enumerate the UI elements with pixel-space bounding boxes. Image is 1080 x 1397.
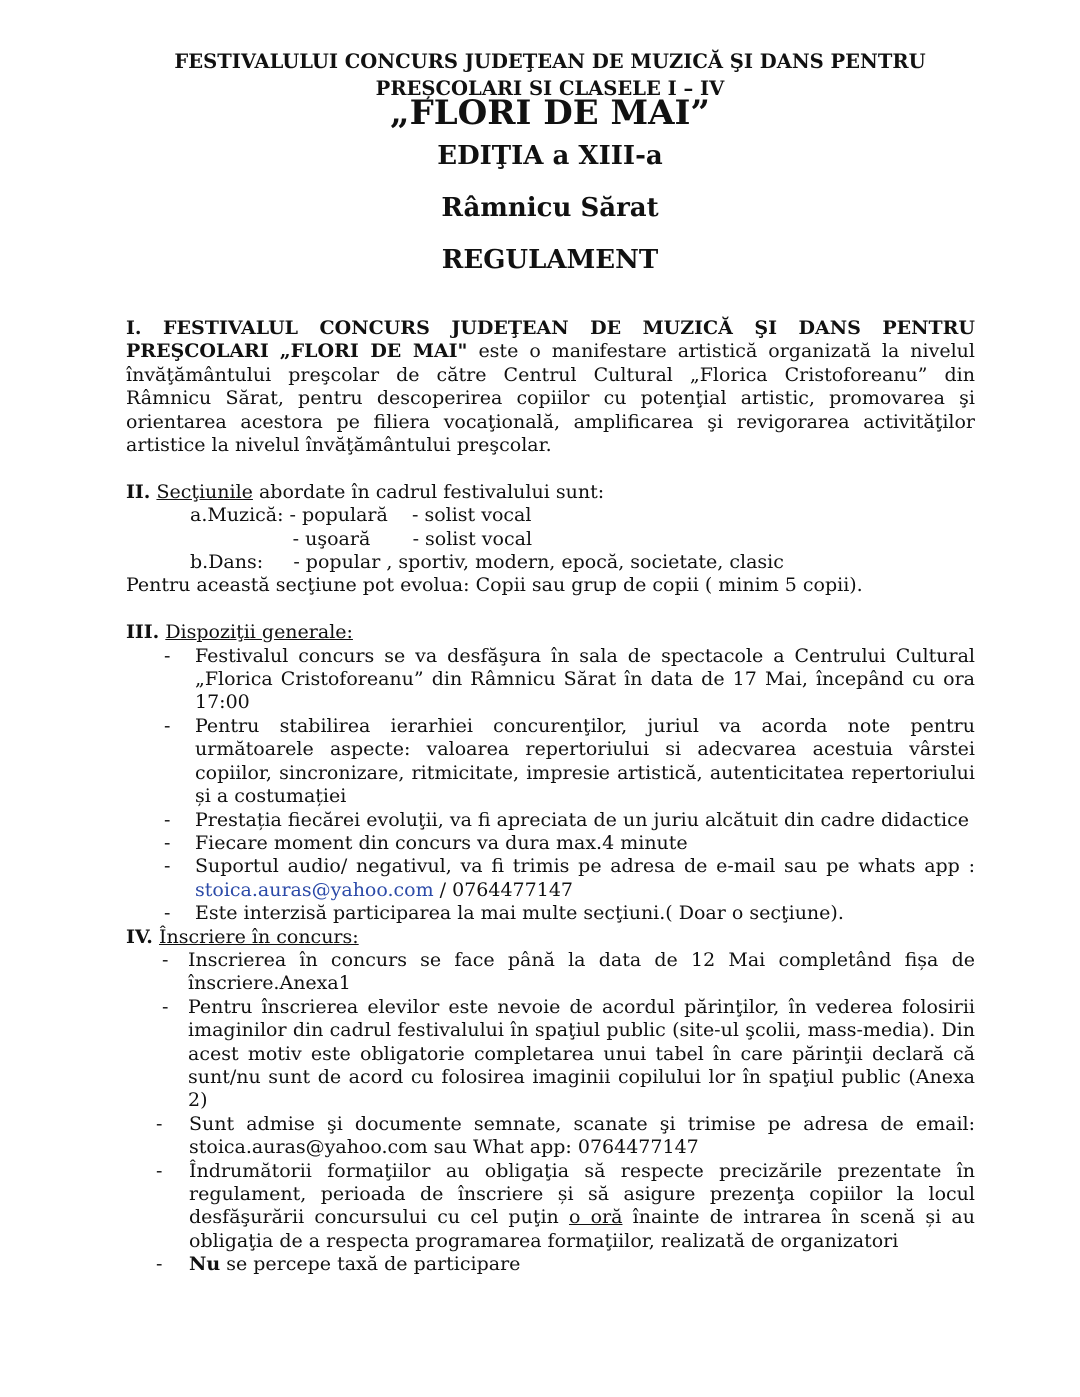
list-item: - Suportul audio/ negativul, va fi trimis pe adresa de e-mail sau pe whats app : stoica.auras@yahoo.com / 0764477147 xyxy=(164,855,975,901)
section-4-heading-underlined: Înscriere în concurs: xyxy=(158,925,359,948)
list-item: - Nu se percepe taxă de participare xyxy=(156,1253,521,1276)
dance-row: b.Dans: - popular , sportiv, modern, epocă, societate, clasic xyxy=(190,551,784,574)
list-item: - Fiecare moment din concurs va dura max.4 minute xyxy=(164,831,688,854)
no-fee-bold: Nu xyxy=(189,1253,221,1276)
list-item: - Îndrumătorii formaţiilor au obligaţia să respecte precizările prezentate în regulament, perioada de înscriere și să asigure prezenţa copiilor la locul desfăşurării concursului cu cel puţin o oră înainte de intrarea în scenă și au obligaţia de a respecta programarea formaţiilor, realizată de organizatori xyxy=(156,1159,975,1252)
contact-phone: / 0764477147 xyxy=(433,878,573,901)
list-item: - Pentru înscrierea elevilor este nevoie de acordul părinţilor, în vederea folosirii imaginilor din cadrul festivalului în spaţiul public (site-ul şcolii, mass-media). Din acest motiv este obligatorie completarea unui tabel în care părinţii declară că sunt/nu sunt de acord cu folosirea imaginii copilului lor în spaţiul public (Anexa 2) xyxy=(162,995,975,1112)
section-2-note: Pentru această secţiune pot evolua: Copii sau grup de copii ( minim 5 copii). xyxy=(126,574,863,597)
section-4-heading xyxy=(126,926,975,949)
contact-email-link[interactable]: stoica.auras@yahoo.com xyxy=(195,878,434,901)
section-2-number: II. xyxy=(126,480,151,503)
document-title: REGULAMENT xyxy=(441,245,659,275)
section-1-text: este o manifestare artistică organizată la nivelul învăţământului preşcolar de către Centrul Cultural „Florica Cristoforeanu” din Râmnicu Sărat, pentru descoperirea copiilor cu potenţial artistic, promovarea şi orientarea acestora pe filiera vocaţională, amplificarea şi revigorarea activităţilor artistice la nivelul învăţământului preşcolar. xyxy=(126,340,975,457)
list-item: - Festivalul concurs se va desfăşura în sala de spectacole a Centrului Cultural „Florica Cristoforeanu” din Râmnicu Sărat în data de 17 Mai, începând cu ora 17:00 xyxy=(164,644,975,714)
regulation-body xyxy=(126,317,975,1277)
section-2 xyxy=(126,481,975,598)
section-4-number: IV. xyxy=(126,925,153,948)
header-line-2: PREȘCOLARI SI CLASELE I – IV xyxy=(375,77,725,100)
section-3-heading-underlined: Dispoziţii generale: xyxy=(165,621,353,644)
list-item: - Este interzisă participarea la mai multe secţiuni.( Doar o secţiune). xyxy=(164,902,844,925)
one-hour-underlined: o oră xyxy=(568,1206,623,1229)
city-label: Râmnicu Sărat xyxy=(441,193,659,223)
section-3-heading xyxy=(126,621,975,644)
header-line-1: FESTIVALULUI CONCURS JUDEŢEAN DE MUZICĂ ŞI DANS PENTRU xyxy=(174,50,926,73)
music-row-1: a.Muzică: - populară - solist vocal xyxy=(190,504,532,527)
section-3-number: III. xyxy=(126,621,160,644)
music-row-2: - uşoară - solist vocal xyxy=(190,527,533,550)
edition-label: EDIŢIA a XIII-a xyxy=(437,141,663,171)
section-3 xyxy=(126,621,975,925)
list-item: - Sunt admise şi documente semnate, scanate şi trimise pe adresa de email: stoica.auras@yahoo.com sau What app: 0764477147 xyxy=(156,1112,975,1159)
section-2-heading xyxy=(126,481,975,504)
section-1-lead: I. FESTIVALUL CONCURS JUDEŢEAN DE MUZICĂ ŞI DANS PENTRU PREŞCOLARI xyxy=(126,317,975,363)
list-item: - Prestația fiecărei evoluţii, va fi apreciata de un juriu alcătuit din cadre didactice xyxy=(164,808,970,831)
festival-name: „FLORI DE MAI" xyxy=(279,340,468,363)
section-4 xyxy=(126,926,975,1277)
section-2-heading-underlined: Secţiunile xyxy=(156,480,253,503)
section-1 xyxy=(126,317,975,457)
festival-title: „FLORI DE MAI” xyxy=(390,93,710,133)
list-item: - Pentru stabilirea ierarhiei concurenţilor, juriul va acorda note pentru următoarele aspecte: valoarea repertoriului si adecvarea acestuia vârstei copiilor, sincronizare, ritmicitate, impresie artistică, autenticitatea repertoriului și a costumației xyxy=(164,714,975,808)
section-2-heading-rest: abordate în cadrul festivalului sunt: xyxy=(252,480,605,503)
list-item: - Inscrierea în concurs se face până la data de 12 Mai completând fișa de înscriere.Anexa1 xyxy=(162,948,975,995)
